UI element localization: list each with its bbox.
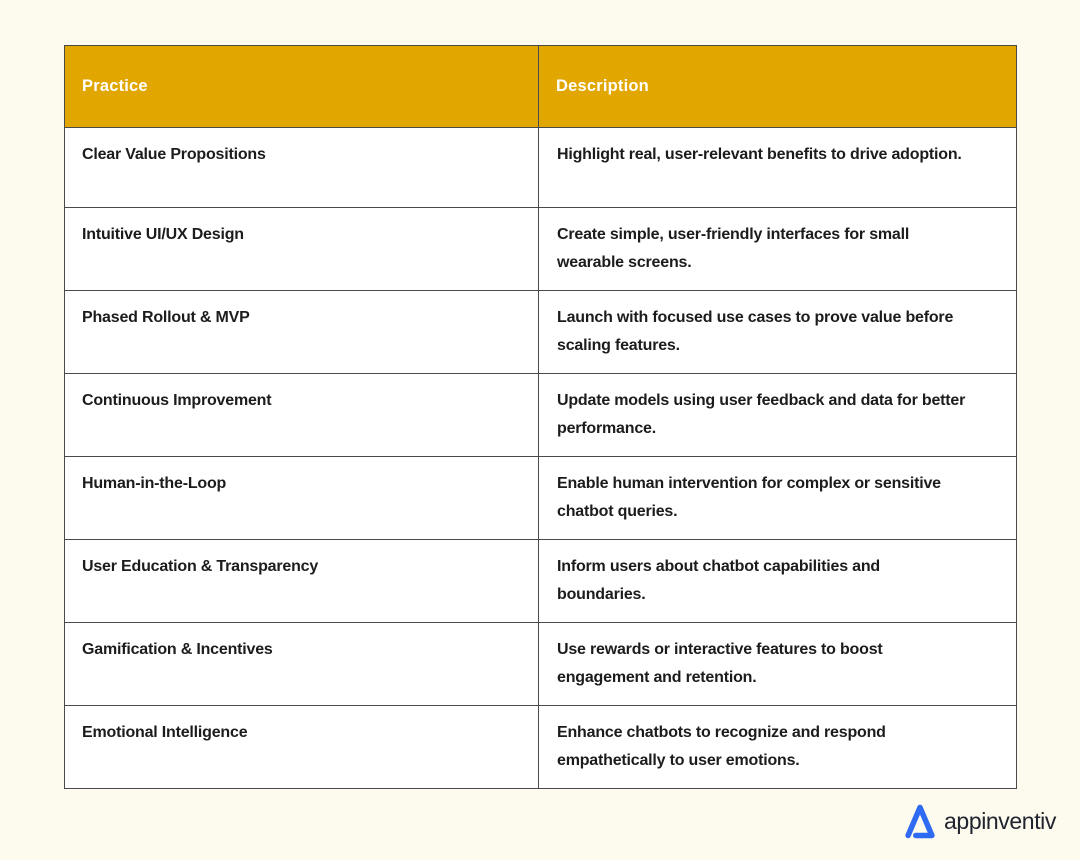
description-cell: Inform users about chatbot capabilities and boundaries. — [539, 540, 1017, 623]
practice-cell: Gamification & Incentives — [65, 623, 539, 706]
practice-cell: Emotional Intelligence — [65, 706, 539, 789]
table-row — [65, 291, 1017, 374]
table-row — [65, 128, 1017, 208]
best-practices-table — [64, 45, 1017, 789]
description-cell: Highlight real, user-relevant benefits to drive adoption. — [539, 128, 1017, 208]
header-row — [65, 46, 1017, 128]
practice-cell: Human-in-the-Loop — [65, 457, 539, 540]
table-header — [65, 46, 1017, 128]
table-row — [65, 208, 1017, 291]
table-row — [65, 623, 1017, 706]
description-cell: Create simple, user-friendly interfaces for small wearable screens. — [539, 208, 1017, 291]
description-cell: Launch with focused use cases to prove value before scaling features. — [539, 291, 1017, 374]
table-row — [65, 457, 1017, 540]
practice-cell: User Education & Transparency — [65, 540, 539, 623]
appinventiv-a-icon — [903, 801, 937, 841]
appinventiv-logo — [903, 801, 1056, 841]
appinventiv-logo-text: appinventiv — [944, 808, 1056, 834]
table-row — [65, 706, 1017, 789]
table-body — [65, 128, 1017, 789]
description-cell: Use rewards or interactive features to boost engagement and retention. — [539, 623, 1017, 706]
description-cell: Enhance chatbots to recognize and respond empathetically to user emotions. — [539, 706, 1017, 789]
header-cell-description: Description — [539, 46, 1017, 128]
practice-cell: Phased Rollout & MVP — [65, 291, 539, 374]
table-row — [65, 540, 1017, 623]
practice-cell: Clear Value Propositions — [65, 128, 539, 208]
description-cell: Update models using user feedback and data for better performance. — [539, 374, 1017, 457]
practice-cell: Intuitive UI/UX Design — [65, 208, 539, 291]
header-cell-practice: Practice — [65, 46, 539, 128]
table-row — [65, 374, 1017, 457]
description-cell: Enable human intervention for complex or sensitive chatbot queries. — [539, 457, 1017, 540]
practice-cell: Continuous Improvement — [65, 374, 539, 457]
